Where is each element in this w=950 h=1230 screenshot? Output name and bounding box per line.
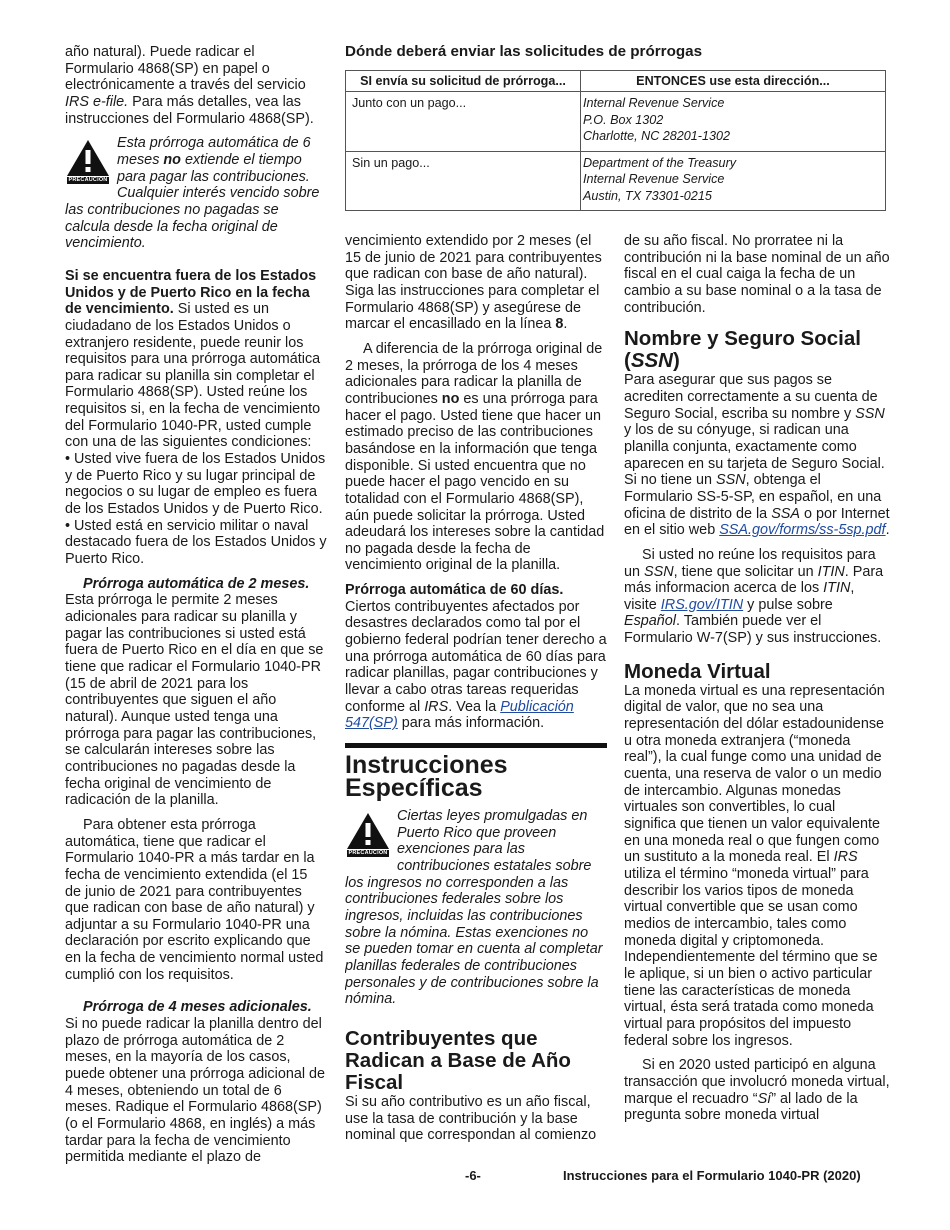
section-heading: Contribuyentes que Radican a Base de Año Fiscal <box>345 1026 571 1094</box>
address-line: Austin, TX 73301-0215 <box>583 188 712 203</box>
publication-547sp-link[interactable]: Publicación 547(SP) <box>345 698 574 732</box>
table-title: Dónde deberá enviar las solicitudes de prórrogas <box>345 43 703 60</box>
address-line: P.O. Box 1302 <box>583 112 664 127</box>
page-number: -6- <box>465 1168 481 1183</box>
row-address <box>581 92 886 152</box>
section-heading: Nombre y Seguro Social (SSN) <box>624 327 861 373</box>
table-header-address: ENTONCES use esta dirección... <box>581 70 886 92</box>
caution-icon: PRECAUCIÓN <box>65 139 111 189</box>
column-2 <box>345 233 607 1144</box>
paragraph: Para obtener esta prórroga automática, tiene que radicar el Formulario 1040-PR a más tardar en la fecha de vencimiento extendida (el 15 de junio de 2021 para contribuyentes que radican con base de año natural) y adjuntar a su Formulario 1040-PR una declaración por escrito explicando que en la fecha de vencimiento normal usted cumplió con los requisitos. <box>65 816 324 983</box>
caution-icon: PRECAUCIÓN <box>345 812 391 862</box>
table-row <box>346 92 886 152</box>
mailing-address-table <box>345 70 886 212</box>
address-line: Department of the Treasury <box>583 155 737 170</box>
row-condition: Junto con un pago... <box>346 92 581 152</box>
caution-note: PRECAUCIÓN Esta prórroga automática de 6 meses no extiende el tiempo para pagar las contribuciones. Cualquier interés vencido sobre las contribuciones no pagadas se calcula desde la fecha original de vencimiento. <box>65 135 320 252</box>
paragraph: Para asegurar que sus pagos se acrediten correctamente a su cuenta de Seguro Social, escriba su nombre y SSN y los de su cónyuge, si radican una planilla conjunta, exactamente como aparecen en su tarjeta de Seguro Social. Si no tiene un SSN, obtenga el Formulario SS-5-SP, en español, en una oficina de distrito de la SSA o por Internet en el sitio web SSA.gov/forms/ss-5sp.pdf. <box>624 372 890 539</box>
row-address <box>581 151 886 211</box>
paragraph: Esta prórroga le permite 2 meses adicionales para radicar su planilla y pagar las contribuciones si usted está fuera de Puerto Rico en el día en que se tiene que radicar el Formulario 1040-PR (15 de abril de 2021 para los contribuyentes que siguen el año natural). Aunque usted tenga una prórroga para pagar las contribuciones, se calcularán intereses sobre las contribuciones no pagadas desde la fecha original de vencimiento de radicación de la planilla. <box>65 592 324 809</box>
paragraph: Si su año contributivo es un año fiscal, use la tasa de contribución y la base nominal que correspondan al comienzo <box>345 1093 597 1144</box>
paragraph: Si usted no reúne los requisitos para un SSN, tiene que solicitar un ITIN. Para más informacion acerca de los ITIN, visite IRS.gov/ITIN y pulse sobre Español. También puede ver el Formulario W-7(SP) y sus instrucciones. <box>624 546 884 647</box>
footer-title: Instrucciones para el Formulario 1040-PR (2020) <box>563 1168 861 1183</box>
section-heading: Prórroga automática de 2 meses. <box>83 575 310 592</box>
paragraph: vencimiento extendido por 2 meses (el 15 de junio de 2021 para contribuyentes que radican con base de año natural). Siga las instrucciones para completar el Formulario 4868(SP) y asegúrese de marcar el encasillado en la línea 8. <box>345 233 602 333</box>
irs-itin-link[interactable]: IRS.gov/ITIN <box>660 596 744 613</box>
column-3 <box>624 233 890 1124</box>
section-heading: Si se encuentra fuera de los Estados Unidos y de Puerto Rico en la fecha de vencimiento. <box>65 267 317 318</box>
section-heading: Moneda Virtual <box>624 659 771 683</box>
column-1 <box>65 44 327 1166</box>
paragraph: A diferencia de la prórroga original de 2 meses, la prórroga de los 4 meses adicionales para radicar la planilla de contribuciones no es una prórroga para hacer el pago. Usted tiene que hacer un estimado preciso de las contribuciones basándose en la información que tenga disponible. Si usted encuentra que no puede hacer el pago vencido en su totalidad con el Formulario 4868(SP), aún puede solicitar la prórroga. Usted adeudará los intereses sobre la cantidad no pagada desde la fecha de vencimiento original de la planilla. <box>345 340 605 574</box>
section-heading: Prórroga automática de 60 días. <box>345 582 564 599</box>
mailing-table-section <box>345 44 890 211</box>
paragraph: Si no puede radicar la planilla dentro del plazo de prórroga automática de 2 meses, en la mayoría de los casos, puede obtener una prórroga adicional de 4 meses, obteniendo un total de 6 meses. Radique el Formulario 4868(SP) (o el Formulario 4868, en inglés) a más tardar para la fecha de vencimiento permitida mediante el plazo de <box>65 1016 326 1166</box>
paragraph: de su año fiscal. No prorratee ni la contribución ni la base nominal de un año fiscal en el cual caiga la fecha de un cambio a su base nominal o a la tasa de contribución. <box>624 233 890 316</box>
paragraph: Si en 2020 usted participó en alguna transacción que involucró moneda virtual, marque el recuadro “Sí” al lado de la pregunta sobre moneda virtual <box>624 1057 890 1124</box>
address-line: Internal Revenue Service <box>583 172 725 187</box>
row-condition: Sin un pago... <box>346 151 581 211</box>
list-item: • Usted vive fuera de los Estados Unidos y de Puerto Rico y su lugar principal de negocios o su lugar de empleo es fuera de los Estados Unidos y de Puerto Rico. <box>65 451 326 518</box>
paragraph: Prórroga automática de 60 días. Ciertos contribuyentes afectados por desastres declarados como tal por el gobierno federal podrían tener derecho a una prórroga automática de 60 días para radicar planillas, pagar contribuciones y llevar a cabo otras tareas requeridas conforme al IRS. Vea la Publicación 547(SP) para más información. <box>345 582 607 732</box>
paragraph: La moneda virtual es una representación digital de valor, que no sea una representación del dólar estadounidense u otra moneda extranjera (“moneda real”), la cual funge como una unidad de cuenta, una reserva de valor o un medio de intercambio. Algunas monedas virtuales son convertibles, lo cual significa que tienen un valor equivalente en una moneda real o que fungen como un sustituto a la moneda real. El IRS utiliza el término “moneda virtual” para describir los varios tipos de moneda virtual convertible que se usan como medios de intercambio, tales como moneda digital y criptomoneda. Independientemente del término que se le aplique, si un bien o activo particular tiene las características de moneda virtual, ésta será tratada como moneda virtual para propósitos del impuesto federal sobre los ingresos. <box>624 682 885 1049</box>
table-header-condition: SI envía su solicitud de prórroga... <box>346 70 581 92</box>
paragraph: Si se encuentra fuera de los Estados Unidos y de Puerto Rico en la fecha de vencimiento. Si usted es un ciudadano de los Estados Unidos o extranjero residente, puede reunir los requisitos para una prórroga automática para radicar su planilla sin completar el Formulario 4868(SP). Usted reúne los requisitos si, en la fecha de vencimiento del Formulario 1040-PR, usted cumple con una de las siguientes condiciones: <box>65 267 321 451</box>
paragraph: año natural). Puede radicar el Formulario 4868(SP) en papel o electrónicamente a través del servicio IRS e-file. Para más detalles, vea las instrucciones del Formulario 4868(SP). <box>65 44 314 127</box>
section-heading: Prórroga de 4 meses adicionales. <box>83 999 312 1016</box>
address-line: Internal Revenue Service <box>583 96 725 111</box>
main-heading: Instrucciones Específicas <box>345 743 607 800</box>
list-item: • Usted está en servicio militar o naval destacado fuera de los Estados Unidos y Puerto Rico. <box>65 517 327 568</box>
table-row <box>346 151 886 211</box>
caution-note: PRECAUCIÓN Ciertas leyes promulgadas en Puerto Rico que proveen exenciones para las contribuciones estatales sobre los ingresos no corresponden a las contribuciones federales sobre los ingresos, incluidas las contribuciones sobre la nómina. Estas exenciones no se pueden tomar en cuenta al completar planillas federales de contribuciones personales y de contribuciones sobre la nómina. <box>345 808 603 1008</box>
ssa-form-link[interactable]: SSA.gov/forms/ss-5sp.pdf <box>719 522 886 539</box>
address-line: Charlotte, NC 28201-1302 <box>583 129 731 144</box>
